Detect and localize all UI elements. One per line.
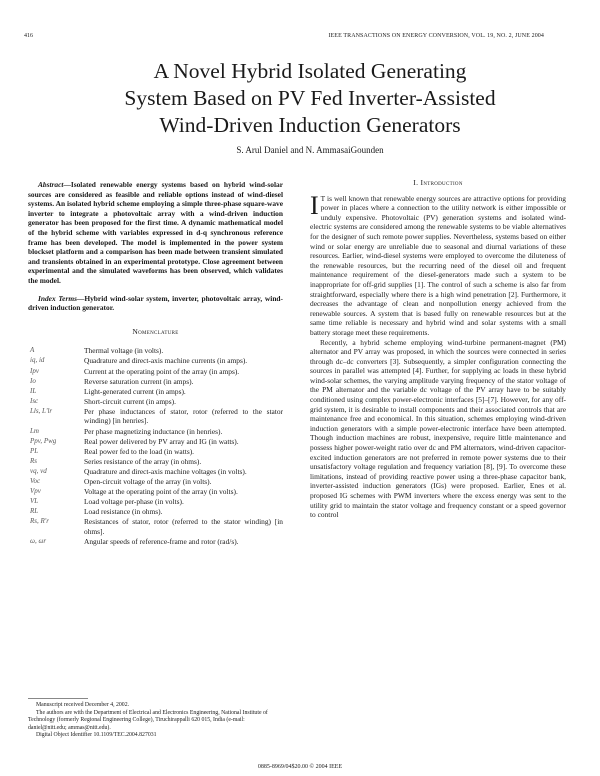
index-terms-text: Hybrid wind-solar system, inverter, photovoltaic array, wind-driven induction generator. xyxy=(28,293,283,313)
nomenclature-symbol: PL xyxy=(30,446,39,455)
index-terms-label: Index Terms— xyxy=(38,293,85,303)
nomenclature-symbol: A xyxy=(30,346,35,355)
nomenclature-desc: Real power delivered by PV array and IG (in watts). xyxy=(84,436,239,446)
nomenclature-symbol: Io xyxy=(30,376,36,385)
abstract-label: Abstract— xyxy=(38,180,71,189)
nomenclature-desc: Real power fed to the load (in watts). xyxy=(84,446,195,456)
abstract-text: Isolated renewable energy systems based on hybrid wind-solar sources are considered as feasible and reliable options instead of wind-diesel systems. An isolated hybrid scheme employing a simple three-phase square-wave inverter to integrate a photovoltaic array with a wind-driven induction generator has been proposed for the first time. A dynamic mathematical model of the hybrid scheme with variables expressed in d-q synchronous reference frame has been developed. The model is implemented in the power system blockset platform and a comparison has been made between transient simulated and transients obtained in an experimental prototype. Close agreement between experimental and the simulated waveforms has been observed, which validates the model. xyxy=(28,180,283,285)
nomenclature-symbol: Ipv xyxy=(30,366,39,375)
index-terms xyxy=(28,294,283,313)
nomenclature-item xyxy=(30,517,283,536)
nomenclature-desc: Reverse saturation current (in amps). xyxy=(84,376,194,386)
nomenclature-item xyxy=(30,487,283,497)
nomenclature-symbol: Lls, L'lr xyxy=(30,406,53,415)
nomenclature-item xyxy=(30,447,283,457)
nomenclature-item xyxy=(30,427,283,437)
nomenclature-desc: Load voltage per-phase (in volts). xyxy=(84,497,184,507)
authors: S. Arul Daniel and N. AmmasaiGounden xyxy=(236,145,384,155)
nomenclature-item xyxy=(30,477,283,487)
nomenclature-symbol: vq, vd xyxy=(30,466,47,475)
copyright-line: 0885-8969/04$20.00 © 2004 IEEE xyxy=(257,764,343,770)
nomenclature-item xyxy=(30,537,283,547)
nomenclature-item xyxy=(30,377,283,387)
left-column xyxy=(28,180,283,547)
abstract xyxy=(28,180,283,286)
nomenclature-symbol: VL xyxy=(30,497,39,506)
nomenclature-heading: Nomenclature xyxy=(132,326,179,336)
nomenclature-desc: Voltage at the operating point of the array (in volts). xyxy=(84,487,238,497)
nomenclature-symbol: RL xyxy=(30,507,39,516)
nomenclature-desc: Current at the operating point of the array (in amps). xyxy=(84,366,240,376)
title-line: A Novel Hybrid Isolated Generating xyxy=(153,59,467,83)
nomenclature-symbol: IL xyxy=(30,386,37,395)
introduction-heading: I. Introduction xyxy=(413,178,463,187)
nomenclature-item xyxy=(30,367,283,377)
nomenclature-item xyxy=(30,457,283,467)
journal-header: IEEE TRANSACTIONS ON ENERGY CONVERSION, VOL. 19, NO. 2, JUNE 2004 xyxy=(328,33,544,39)
nomenclature-desc: Resistances of stator, rotor (referred to the stator winding) [in ohms]. xyxy=(84,517,283,536)
nomenclature-desc: Open-circuit voltage of the array (in volts). xyxy=(84,477,212,487)
nomenclature-item xyxy=(30,356,283,366)
nomenclature-desc: Angular speeds of reference-frame and rotor (rad/s). xyxy=(84,537,239,547)
nomenclature-item xyxy=(30,497,283,507)
nomenclature-desc: Short-circuit current (in amps). xyxy=(84,396,176,406)
dropcap-letter: I xyxy=(310,190,319,220)
nomenclature-symbol: Lm xyxy=(30,426,39,435)
right-column xyxy=(310,180,566,520)
nomenclature-item xyxy=(30,397,283,407)
nomenclature-desc: Thermal voltage (in volts). xyxy=(84,346,164,356)
title-line: System Based on PV Fed Inverter-Assisted xyxy=(124,86,496,110)
nomenclature-item xyxy=(30,387,283,397)
nomenclature-symbol: Rs, R'r xyxy=(30,517,49,526)
nomenclature-symbol: ω, ωr xyxy=(30,537,47,546)
nomenclature-desc: Load resistance (in ohms). xyxy=(84,507,163,517)
page-number: 416 xyxy=(24,33,33,39)
nomenclature-symbol: Vpv xyxy=(30,487,41,496)
nomenclature-desc: Series resistance of the array (in ohms). xyxy=(84,456,202,466)
footnote-affiliation: The authors are with the Department of Electrical and Electronics Engineering, National Institute of Technology (formerly Regional Engineering College), Tiruchirappalli 620 015, India (e-mail: daniel@nitt.edu; ammas@nitt.edu). xyxy=(28,709,268,731)
nomenclature-item xyxy=(30,507,283,517)
intro-paragraph-text: T is well known that renewable energy sources are attractive options for providing power in places where a connection to the utility network is either impossible or unduly expensive. Photovoltaic (PV) generation systems and isolated wind-electric systems are considered among the renewable systems to be viable alternatives for the designer of such remote power supplies. Nevertheless, systems based on either wind or solar energy are unreliable due to seasonal and diurnal variations of these resources. Earlier, wind-diesel systems were employed to overcome the diluteness of the renewable resources, but the recurring need of the diesel oil and frequent maintenance requirement of the diesel-generators made such a system to be inappropriate for off-grid supplies [1]. The control of such a scheme is also far from straightforward, especially where there is a high wind penetration [2]. Furthermore, it decreases the advantage of clean and nonpollution energy achieved from the renewable sources. A system that is based fully on renewable resources but at the same time reliable is necessary and hybrid wind and solar systems with a small battery storage meet these requirements. xyxy=(310,193,566,337)
intro-paragraph xyxy=(310,190,566,338)
footnote-doi: Digital Object Identifier 10.1109/TEC.2004.827031 xyxy=(36,732,157,739)
nomenclature-symbol: Voc xyxy=(30,477,41,486)
nomenclature-desc: Light-generated current (in amps). xyxy=(84,386,186,396)
nomenclature-desc: Per phase inductances of stator, rotor (referred to the stator winding) [in henries]. xyxy=(84,406,283,426)
nomenclature-desc: Quadrature and direct-axis machine voltages (in volts). xyxy=(84,466,247,476)
footnotes xyxy=(28,698,283,740)
nomenclature-item xyxy=(30,407,283,426)
nomenclature-item xyxy=(30,467,283,477)
footnote-rule xyxy=(28,698,88,699)
title-line: Wind-Driven Induction Generators xyxy=(159,113,461,137)
intro-paragraph: Recently, a hybrid scheme employing wind-turbine permanent-magnet (PM) alternator and PV array was proposed, in which the sources were connected in series through dc–dc converters [3]. Subsequently, a simpler configuration connecting the sources in parallel was attempted [4]. Further, for supplying ac loads in these hybrid wind-solar schemes, the varying amplitude varying frequency of the stator voltage of the PM alternator and the variable dc voltage of the PV array have to be suitably conditioned using complex power-electronic interfaces [5]–[7]. However, for any off-grid system, it is desirable to install components and their associated controls that are maintenance free and economical. In this situation, schemes employing wind-driven induction generators with a simple power-electronic interface have been attempted. Though induction machines are robust, inexpensive, require little maintenance and possess higher power-weight ratio over dc and PM alternators, wind-driven capacitor-excited induction generators are not preferred in remote power systems due to their unsatisfactory voltage regulation and frequency variation [8], [9]. To overcome these limitations, instead of providing reactive power using a three-phase capacitor bank, inverter-assisted induction generators (IGs) were proposed. Earlier, Enes et al. proposed IG schemes with PWM inverters where the excess energy was sent to the utility grid to maintain the stator voltage and frequency constant or a speed governor to control xyxy=(310,337,566,520)
nomenclature-list xyxy=(30,346,283,546)
footnote-received: Manuscript received December 4, 2002. xyxy=(36,702,130,708)
nomenclature-symbol: Ppv, Pwg xyxy=(30,436,57,445)
nomenclature-symbol: Rs xyxy=(30,456,37,465)
nomenclature-symbol: iq, id xyxy=(30,356,45,365)
nomenclature-desc: Per phase magnetizing inductance (in henries). xyxy=(84,426,223,436)
nomenclature-item xyxy=(30,346,283,356)
paper-title xyxy=(40,58,580,139)
nomenclature-item xyxy=(30,437,283,447)
nomenclature-symbol: Isc xyxy=(30,396,39,405)
nomenclature-desc: Quadrature and direct-axis machine currents (in amps). xyxy=(84,356,248,366)
